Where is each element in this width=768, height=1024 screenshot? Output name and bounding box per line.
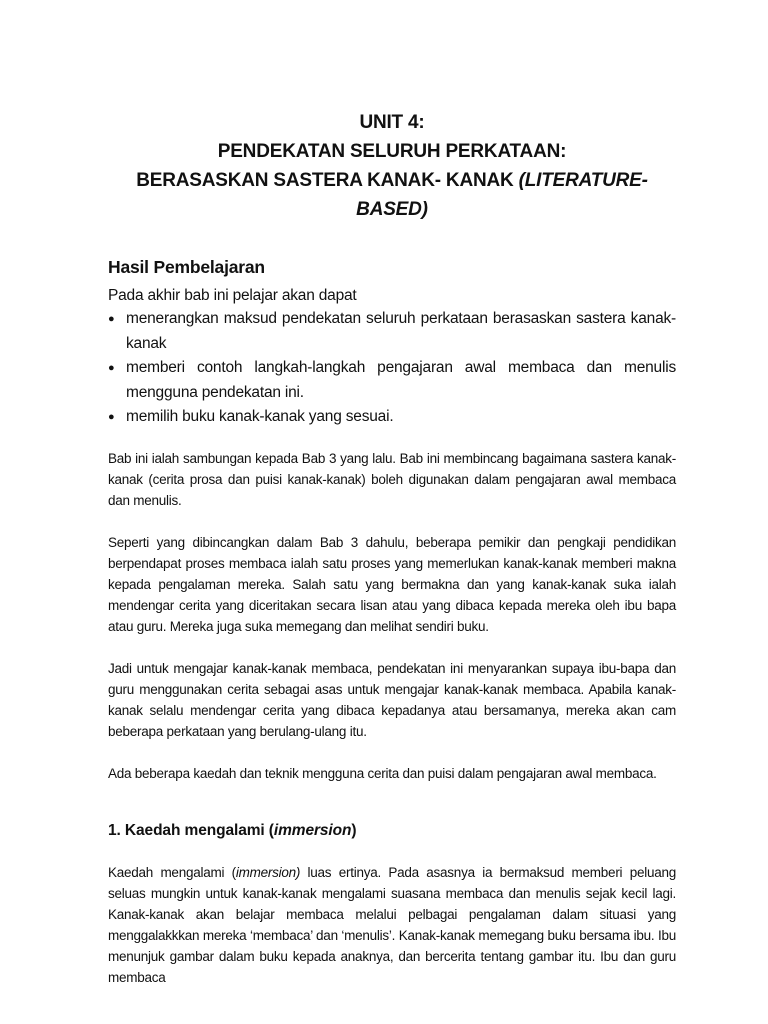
unit-subtitle-italic: (LITERATURE- <box>518 170 648 191</box>
bullet-icon: ● <box>108 313 115 325</box>
document-page <box>108 108 676 988</box>
section-heading-italic: immersion <box>273 821 352 839</box>
learning-outcomes-heading: Hasil Pembelajaran <box>108 257 265 277</box>
bullet-icon: ● <box>108 411 115 423</box>
unit-subtitle-italic-end: BASED) <box>356 199 428 220</box>
learning-outcomes-list <box>108 307 676 430</box>
unit-title <box>108 108 676 224</box>
body-paragraph: Jadi untuk mengajar kanak-kanak membaca, pendekatan ini menyarankan supaya ibu-bapa dan guru menggunakan cerita sebagai asas untuk mengajar kanak-kanak membaca. Apabila kanak-kanak selalu mendengar cerita yang dibaca kepadanya atau bersamanya, mereka akan cam beberapa perkataan yang berulang-ulang itu. <box>108 660 676 739</box>
list-item-text: memilih buku kanak-kanak yang sesuai. <box>126 408 394 425</box>
list-item-text: memberi contoh langkah-langkah pengajaran awal membaca dan menulis mengguna pendekatan ini. <box>126 359 676 401</box>
unit-subtitle-line <box>108 166 676 195</box>
body-paragraph-immersion <box>108 862 676 988</box>
learning-outcomes-intro: Pada akhir bab ini pelajar akan dapat <box>108 287 357 304</box>
section-heading-suffix: ) <box>351 821 357 839</box>
list-item-text: menerangkan maksud pendekatan seluruh perkataan berasaskan sastera kanak-kanak <box>126 310 676 352</box>
body-paragraph: Bab ini ialah sambungan kepada Bab 3 yang lalu. Bab ini membincang bagaimana sastera kanak-kanak (cerita prosa dan puisi kanak-kanak) boleh digunakan dalam pengajaran awal membaca dan menulis. <box>108 450 676 508</box>
paragraph-text-rest: luas ertinya. Pada asasnya ia bermaksud memberi peluang seluas mungkin untuk kanak-kanak mengalami suasana membaca dan menulis sejak kecil lagi. Kanak-kanak akan belajar membaca melalui pelbagai pengalaman dalam situasi yang menggalakkkan mereka ‘membaca’ dan ‘menulis’. Kanak-kanak memegang buku bersama ibu. Ibu menunjuk gambar dalam buku kepada anaknya, dan bercerita tentang gambar itu. Ibu dan guru membaca <box>108 864 677 985</box>
list-item <box>108 307 676 356</box>
unit-title-line: PENDEKATAN SELURUH PERKATAAN: <box>217 141 567 162</box>
section-heading-text: 1. Kaedah mengalami ( <box>108 821 274 839</box>
body-paragraph: Ada beberapa kaedah dan teknik mengguna cerita dan puisi dalam pengajaran awal membaca. <box>108 765 657 781</box>
paragraph-text-start: Kaedah mengalami ( <box>108 864 236 880</box>
bullet-icon: ● <box>108 362 115 374</box>
paragraph-italic-term: immersion) <box>235 864 301 880</box>
body-paragraph: Seperti yang dibincangkan dalam Bab 3 dahulu, beberapa pemikir dan pengkaji pendidikan berpendapat proses membaca ialah satu proses yang memerlukan kanak-kanak memberi makna kepada pengalaman mereka. Salah satu yang bermakna dan yang kanak-kanak suka ialah mendengar cerita yang diceritakan secara lisan atau yang dibaca kepada mereka oleh ibu bapa atau guru. Mereka juga suka memegang dan melihat sendiri buku. <box>108 534 676 634</box>
list-item <box>108 356 676 405</box>
unit-subtitle-text: BERASASKAN SASTERA KANAK- KANAK <box>136 170 519 191</box>
section-heading-immersion <box>108 820 676 842</box>
list-item <box>108 405 676 430</box>
unit-number: UNIT 4: <box>359 112 425 133</box>
